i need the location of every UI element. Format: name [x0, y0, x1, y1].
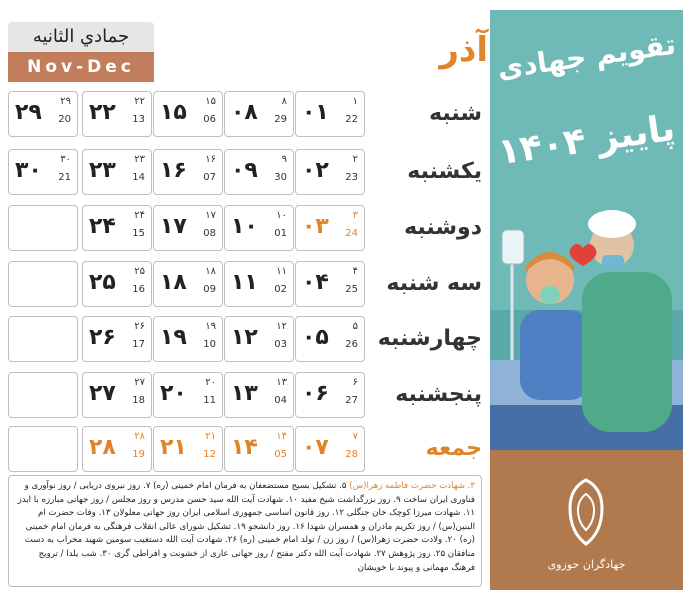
- date-cell: [295, 316, 365, 362]
- date-gregorian: 09: [203, 284, 216, 295]
- date-gregorian: 19: [132, 449, 145, 460]
- date-cell: [82, 261, 152, 307]
- date-cell: [224, 316, 294, 362]
- date-gregorian: 28: [345, 449, 358, 460]
- date-gregorian: 13: [132, 114, 145, 125]
- date-gregorian: 05: [274, 449, 287, 460]
- panel-title-line1: تقویم جهادی: [495, 27, 678, 86]
- date-persian: ۰۷: [302, 435, 329, 460]
- date-hijri: ۱۰: [276, 210, 287, 221]
- date-cell: [153, 426, 223, 472]
- date-hijri: ۲۴: [134, 210, 145, 221]
- date-cell: [8, 149, 78, 195]
- date-gregorian: 25: [345, 284, 358, 295]
- day-name: سه شنبه: [386, 271, 482, 296]
- date-persian: ۲۲: [89, 100, 116, 125]
- date-gregorian: 01: [274, 228, 287, 239]
- date-hijri: ۱۵: [205, 96, 216, 107]
- day-name: دوشنبه: [404, 215, 482, 240]
- date-persian: ۲۱: [160, 435, 187, 460]
- day-name: چهارشنبه: [377, 326, 482, 351]
- empty-date-cell: [8, 261, 78, 307]
- date-persian: ۱۱: [231, 270, 258, 295]
- date-persian: ۲۷: [89, 381, 116, 406]
- date-hijri: ۸: [281, 96, 287, 107]
- date-gregorian: 07: [203, 172, 216, 183]
- empty-date-cell: [8, 372, 78, 418]
- date-cell: [153, 316, 223, 362]
- date-gregorian: 22: [345, 114, 358, 125]
- date-gregorian: 10: [203, 339, 216, 350]
- date-gregorian: 20: [58, 114, 71, 125]
- date-cell: [82, 149, 152, 195]
- date-cell: [224, 426, 294, 472]
- month-title-hijri: جمادي الثانيه: [8, 22, 154, 52]
- date-cell: [153, 205, 223, 251]
- date-hijri: ۱۴: [276, 431, 287, 442]
- date-gregorian: 11: [203, 395, 216, 406]
- empty-date-cell: [8, 426, 78, 472]
- date-persian: ۱۳: [231, 381, 258, 406]
- date-gregorian: 29: [274, 114, 287, 125]
- date-hijri: ۹: [281, 154, 287, 165]
- date-hijri: ۱۷: [205, 210, 216, 221]
- date-persian: ۰۱: [302, 100, 329, 125]
- date-gregorian: 15: [132, 228, 145, 239]
- empty-date-cell: [8, 316, 78, 362]
- date-cell: [295, 205, 365, 251]
- month-title-persian: آذر: [439, 30, 488, 70]
- date-gregorian: 30: [274, 172, 287, 183]
- date-hijri: ۱۶: [205, 154, 216, 165]
- hospital-illustration: [490, 10, 683, 450]
- date-gregorian: 02: [274, 284, 287, 295]
- date-hijri: ۲۱: [205, 431, 216, 442]
- date-persian: ۰۶: [302, 381, 329, 406]
- date-cell: [82, 91, 152, 137]
- date-persian: ۱۸: [160, 270, 187, 295]
- date-hijri: ۲۶: [134, 321, 145, 332]
- date-hijri: ۳۰: [60, 154, 71, 165]
- date-cell: [82, 426, 152, 472]
- date-cell: [295, 91, 365, 137]
- date-gregorian: 24: [345, 228, 358, 239]
- date-hijri: ۱: [352, 96, 358, 107]
- date-hijri: ۲۵: [134, 266, 145, 277]
- date-hijri: ۲۹: [60, 96, 71, 107]
- date-gregorian: 04: [274, 395, 287, 406]
- date-persian: ۲۶: [89, 325, 116, 350]
- date-persian: ۲۰: [160, 381, 187, 406]
- date-cell: [295, 426, 365, 472]
- event-text: ۵. تشکیل بسیج مستضعفان به فرمان امام خمینی (ره) ۷. روز نیروی دریایی / روز نوآوری و فناوری ایران ساخت ۹. روز بزرگداشت شیخ مفید ۱۰. شهادت آیت الله سید حسن مدرس و روز مجلس / روز جهانی مبارزه با ایدز ۱۱. شهادت میرزا کوچک خان جنگلی ۱۲. روز قانون اساسی جمهوری اسلامی ایران روز جهانی معلولان ۱۳. وفات حضرت ام البنین(س) / روز تکریم مادران و همسران شهدا ۱۶. روز دانشجو ۱۹. تشکیل شورای عالی انقلاب فرهنگی به فرمان امام خمینی (ره) ۲۰. ولادت حضرت زهرا(س) / روز زن / تولد امام خمینی (ره) ۲۶. شهادت آیت الله دستغیب سومین شهید محراب به دست منافقان ۲۵. روز پژوهش ۲۷. شهادت آیت الله دکتر مفتح / روز جهانی عاری از خشونت و افراطی گری ۳۰. شب یلدا / ترویج فرهنگ مهمانی و پیوند با خویشان: [17, 481, 475, 573]
- date-hijri: ۱۱: [276, 266, 287, 277]
- date-persian: ۰۵: [302, 325, 329, 350]
- date-persian: ۱۹: [160, 325, 187, 350]
- month-title-gregorian: Nov-Dec: [8, 52, 154, 82]
- panel-title-line2: پاییز ۱۴۰۴: [495, 107, 678, 174]
- date-hijri: ۲۰: [205, 377, 216, 388]
- date-gregorian: 26: [345, 339, 358, 350]
- date-cell: [224, 91, 294, 137]
- date-hijri: ۲۸: [134, 431, 145, 442]
- date-persian: ۰۴: [302, 270, 329, 295]
- date-hijri: ۱۳: [276, 377, 287, 388]
- illustration-panel: [490, 10, 683, 590]
- date-persian: ۱۲: [231, 325, 258, 350]
- day-name: شنبه: [429, 101, 482, 126]
- date-gregorian: 27: [345, 395, 358, 406]
- date-gregorian: 06: [203, 114, 216, 125]
- day-name: پنجشنبه: [395, 382, 482, 407]
- date-hijri: ۱۹: [205, 321, 216, 332]
- date-persian: ۲۵: [89, 270, 116, 295]
- event-highlight: ۳. شهادت حضرت فاطمه زهرا(س): [349, 481, 475, 491]
- date-hijri: ۴: [352, 266, 358, 277]
- date-gregorian: 18: [132, 395, 145, 406]
- date-gregorian: 16: [132, 284, 145, 295]
- date-persian: ۰۹: [231, 158, 258, 183]
- date-persian: ۲۸: [89, 435, 116, 460]
- date-cell: [153, 91, 223, 137]
- date-cell: [295, 261, 365, 307]
- date-gregorian: 14: [132, 172, 145, 183]
- date-hijri: ۱۲: [276, 321, 287, 332]
- date-cell: [224, 372, 294, 418]
- date-hijri: ۳: [352, 210, 358, 221]
- date-persian: ۰۲: [302, 158, 329, 183]
- date-hijri: ۵: [352, 321, 358, 332]
- date-gregorian: 12: [203, 449, 216, 460]
- date-persian: ۳۰: [15, 158, 42, 183]
- date-cell: [153, 261, 223, 307]
- brand-name: جهادگران حوزوی: [547, 558, 626, 571]
- date-persian: ۱۴: [231, 435, 258, 460]
- date-gregorian: 03: [274, 339, 287, 350]
- date-cell: [82, 205, 152, 251]
- date-cell: [82, 372, 152, 418]
- date-hijri: ۲: [352, 154, 358, 165]
- date-persian: ۱۶: [160, 158, 187, 183]
- date-hijri: ۲۲: [134, 96, 145, 107]
- date-persian: ۱۰: [231, 214, 258, 239]
- date-persian: ۰۸: [231, 100, 258, 125]
- date-gregorian: 23: [345, 172, 358, 183]
- date-hijri: ۲۳: [134, 154, 145, 165]
- date-cell: [153, 149, 223, 195]
- date-gregorian: 21: [58, 172, 71, 183]
- date-cell: [224, 205, 294, 251]
- date-persian: ۱۷: [160, 214, 187, 239]
- date-persian: ۲۳: [89, 158, 116, 183]
- date-persian: ۱۵: [160, 100, 187, 125]
- date-gregorian: 08: [203, 228, 216, 239]
- date-cell: [8, 91, 78, 137]
- logo-emblem: [490, 460, 683, 560]
- day-name: جمعه: [425, 436, 482, 461]
- empty-date-cell: [8, 205, 78, 251]
- date-hijri: ۶: [352, 377, 358, 388]
- date-cell: [295, 372, 365, 418]
- date-cell: [224, 149, 294, 195]
- day-name: یکشنبه: [407, 159, 482, 184]
- date-persian: ۲۹: [15, 100, 42, 125]
- date-persian: ۰۳: [302, 214, 329, 239]
- date-cell: [82, 316, 152, 362]
- date-hijri: ۲۷: [134, 377, 145, 388]
- date-hijri: ۱۸: [205, 266, 216, 277]
- date-persian: ۲۴: [89, 214, 116, 239]
- date-cell: [295, 149, 365, 195]
- date-hijri: ۷: [352, 431, 358, 442]
- events-list: [8, 475, 482, 587]
- date-gregorian: 17: [132, 339, 145, 350]
- date-cell: [224, 261, 294, 307]
- date-cell: [153, 372, 223, 418]
